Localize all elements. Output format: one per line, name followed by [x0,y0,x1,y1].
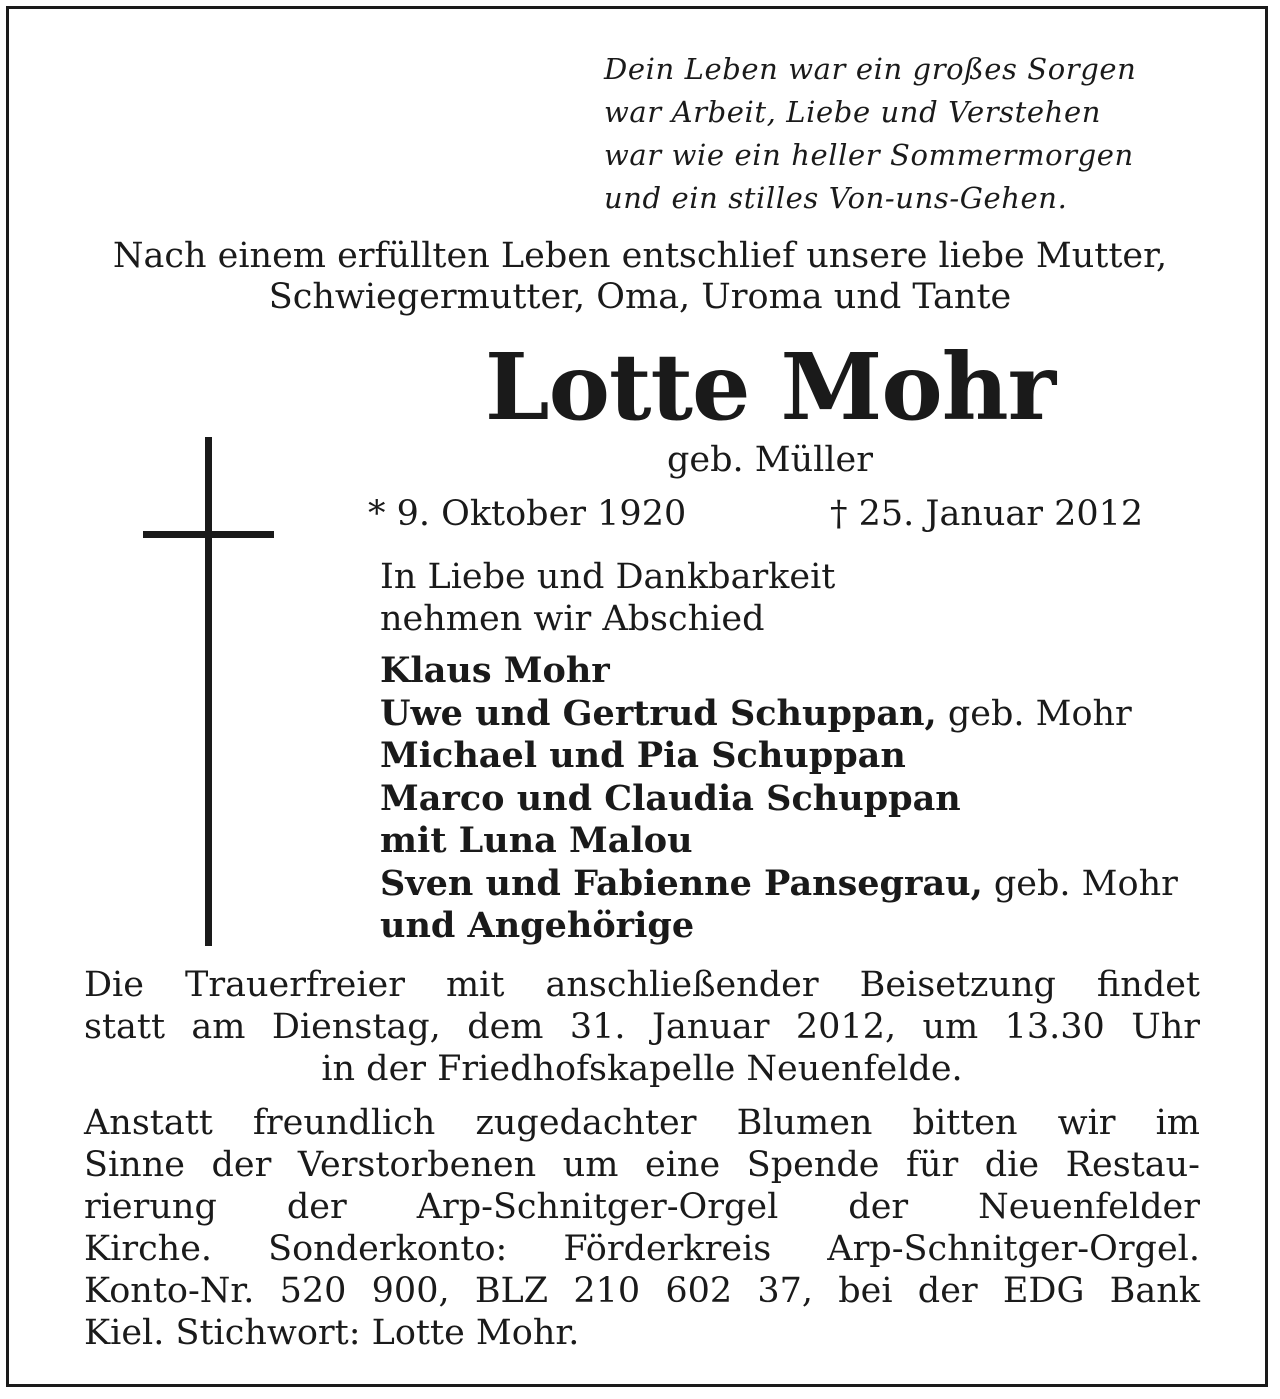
mourner-row [380,905,1178,948]
intro-line: Nach einem erfüllten Leben entschlief unsere liebe Mutter, [112,236,1168,276]
mourner-row [380,820,1178,863]
mourner-name: Marco und Claudia Schuppan [380,777,961,819]
poem [604,48,1244,220]
ceremony-line: Die Trauerfreier mit anschließender Beisetzung findet [84,965,1200,1005]
donation-line: Anstatt freundlich zugedachter Blumen bitten wir im [84,1103,1200,1143]
ceremony-line: in der Friedhofskapelle Neuenfelde. [321,1049,963,1089]
cross-icon [205,437,212,946]
intro-text [40,236,1240,318]
ceremony-info [84,964,1200,1090]
donation-line: Konto-Nr. 520 900, BLZ 210 602 37, bei der EDG Bank [84,1271,1200,1311]
cross-icon-bar [143,531,274,538]
mourner-suffix: geb. Mohr [982,863,1178,904]
poem-line: Dein Leben war ein großes Sorgen [604,52,1137,86]
donation-line: Sinne der Verstorbenen um eine Spende für die Restau- [84,1145,1200,1185]
mourner-name: Uwe und Gertrud Schuppan, [380,692,937,734]
poem-line: war Arbeit, Liebe und Verstehen [604,95,1101,129]
farewell-line: In Liebe und Dankbarkeit [380,557,836,597]
mourner-row [380,693,1178,736]
mourner-name: Klaus Mohr [380,650,610,691]
intro-line: Schwiegermutter, Oma, Uroma und Tante [268,277,1012,317]
mourner-name: und Angehörige [380,905,695,946]
poem-line: war wie ein heller Sommermorgen [604,138,1134,172]
mourners-list [380,650,1178,948]
mourner-row [380,863,1178,906]
birth-name: geb. Müller [667,440,873,480]
mourner-name: Sven und Fabienne Pansegrau, [380,862,983,904]
mourner-row [380,735,1178,778]
mourner-name: mit Luna Malou [380,820,693,861]
mourner-row [380,778,1178,821]
farewell-line: nehmen wir Abschied [380,599,765,639]
ceremony-line: statt am Dienstag, dem 31. Januar 2012, um 13.30 Uhr [84,1007,1200,1047]
birth-date: * 9. Oktober 1920 [368,494,687,534]
donation-line: Kiel. Stichwort: Lotte Mohr. [84,1313,580,1353]
mourner-suffix: geb. Mohr [936,693,1132,734]
poem-line: und ein stilles Von-uns-Gehen. [604,181,1068,215]
mourner-row [380,650,1178,693]
death-date: † 25. Januar 2012 [830,494,1144,534]
donation-info [84,1102,1200,1354]
mourner-name: Michael und Pia Schuppan [380,735,906,776]
donation-line: Kirche. Sonderkonto: Förderkreis Arp-Schnitger-Orgel. [84,1229,1200,1269]
deceased-name: Lotte Mohr [484,333,1056,441]
donation-line: rierung der Arp-Schnitger-Orgel der Neuenfelder [84,1187,1200,1227]
farewell-text [380,556,835,640]
